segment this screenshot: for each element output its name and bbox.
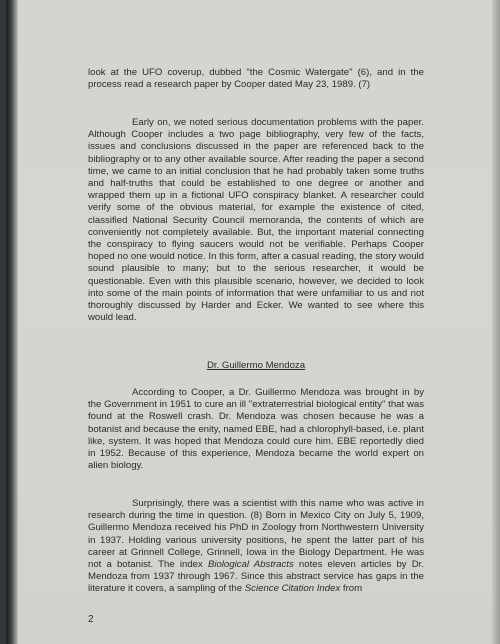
paragraph-1: look at the UFO coverup, dubbed "the Cosmic Watergate" (6), and in the process read a research paper by Cooper dated May 23, 1989. (7) (88, 67, 424, 91)
paragraph-4-part-b: notes eleven articles by Dr. Mendoza from 1937 through 1967. Since this abstract service has gaps in the literature it covers, a sampling of the (88, 559, 424, 595)
paragraph-3: According to Cooper, a Dr. Guillermo Mendoza was brought in by the Government in 1951 to cure an ill "extraterrestrial biological entity" that was found at the Roswell crash. Dr. Mendoza was chosen because he was a botanist and because the enity, named EBE, had a chlorophyll-based, i.e. plant like, system. It was hoped that Mendoza could cure him. EBE reportedly died in 1952. Because of this experience, Mendoza became the world expert on alien biology. (88, 387, 424, 472)
page-number: 2 (88, 614, 94, 625)
paragraph-2: Early on, we noted serious documentation problems with the paper. Although Cooper includes a two page bibliography, very few of the facts, issues and conclusions discussed in the paper are referenced back to the bibliography or to any other available source. After reading the paper a second time, we came to an initial conclusion that he had probably taken some truths and half-truths that could be established to one degree or another and wrapped them up in a fictional UFO conspiracy blanket. A researcher could verify some of the obvious material, for example the existence of cited, classified National Security Council memoranda, the contents of which are conveniently not completely available. But, the important material connecting the conspiracy to flying saucers would not be verifiable. Perhaps Cooper hoped no one would notice. In this form, after a casual reading, the story would sound plausible to many; but to the serious researcher, it would be questionable. Even with this plausible scenario, however, we decided to look into some of the main points of information that were unfamiliar to us and not thoroughly discussed by Harder and Ecker. We wanted to see where this would lead. (88, 117, 424, 324)
page-right-edge (492, 0, 500, 644)
paragraph-4 (88, 498, 424, 596)
science-citation-index-title: Science Citation Index (244, 583, 341, 595)
binding-edge (6, 0, 18, 644)
biological-abstracts-title: Biological Abstracts (207, 559, 294, 571)
section-heading: Dr. Guillermo Mendoza (206, 360, 306, 371)
paragraph-4-part-c: from (340, 583, 363, 595)
paragraph-4-part-a: Surprisingly, there was a scientist with this name who was active in research during the time in question. (8) Born in Mexico City on July 5, 1909, Guillermo Mendoza received his PhD in Zoology from Northwestern University in 1937. Holding various university positions, he spent the latter part of his career at Grinnell College, Grinnell, Iowa in the Biology Department. He was not a botanist. The index (88, 498, 424, 571)
